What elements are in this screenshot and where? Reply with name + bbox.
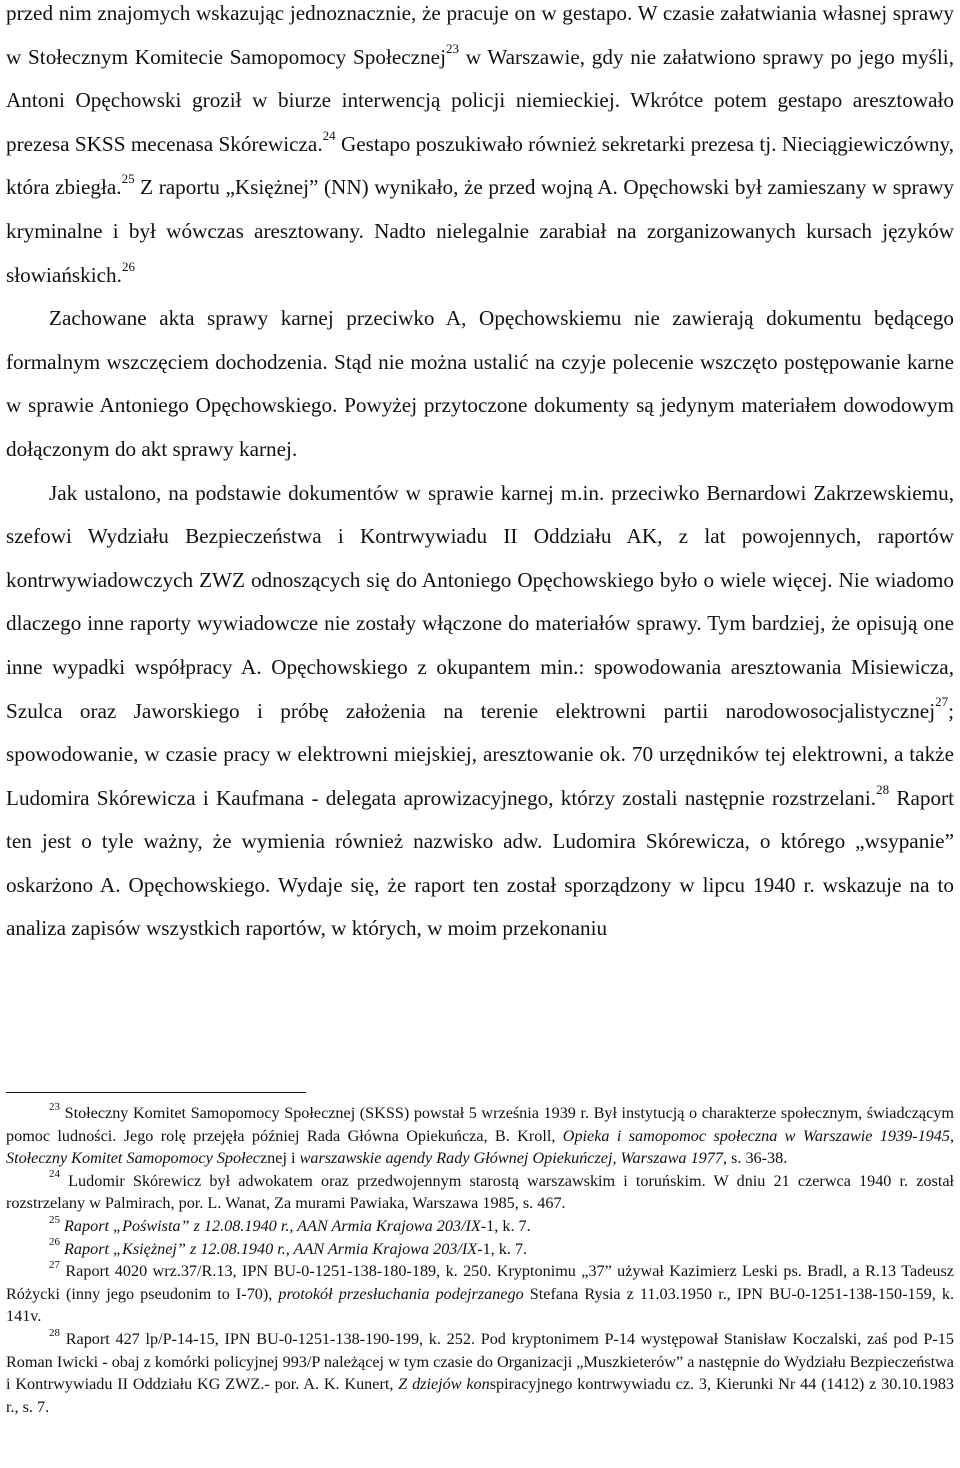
footnote-text: Stołeczny Komitet Samopomocy Społecznej (SKSS) powstał 5 września 1939 r. Był instytucją o charakterze społecznym, świadczącym pomoc ludności. Jego rolę przejęła później Rada Główna Opiekuńcza, B. Kroll,	[6, 1104, 954, 1145]
footnote-title: protokół przesłuchania podejrzanego	[278, 1284, 524, 1303]
text-run: Raport ten jest o tyle ważny, że wymienia również nazwisko adw. Ludomira Skórewicza, o którego „wsypanie” oskarżono A. Opęchowskiego. Wydaje się, że raport ten został sporządzony w lipcu 1940 r. wskazuje na to analiza zapisów wszystkich raportów, w których, w moim przekonaniu	[6, 785, 954, 941]
footnote-ref-25[interactable]: 25	[121, 171, 135, 187]
footnote-number: 27	[49, 1258, 60, 1271]
footnote-text: , s. 36-38.	[722, 1149, 788, 1168]
main-text	[6, 0, 954, 951]
footnote-text: Raport 427 lp/P-14-15, IPN BU-0-1251-138-190-199, k. 252. Pod kryptonimem P-14 występował Stanisław Koczalski, zaś pod P-15 Roman Iwicki - obaj z komórki policyjnej 993/P należącej w tym czasie do Organizacji „Muszkieterów” a następnie do Wydziału Bezpieczeństwa i Kontrwywiadu II Oddziału KG ZWZ.- por. A. K. Kunert,	[6, 1329, 954, 1394]
footnote-title: Z dziejów kon	[398, 1375, 490, 1394]
footnote-number: 23	[49, 1100, 60, 1113]
footnote-title: Raport „Księżnej” z 12.08.1940 r., AAN Armia Krajowa 203/IX	[64, 1239, 478, 1258]
text-run: przed nim znajomych wskazując jednoznacznie, że pracuje on w gestapo. W czasie załatwiania własnej sprawy w Stołecznym Komitecie Samopomocy Społecznej	[6, 1, 954, 69]
footnote-text: spiracyjnego kontrwywiadu cz. 3, Kierunki Nr 44 (1412) z 30.10.1983 r., s. 7.	[6, 1375, 955, 1416]
paragraph-2: Zachowane akta sprawy karnej przeciwko A, Opęchowskiemu nie zawierają dokumentu będącego formalnym wszczęciem dochodzenia. Stąd nie można ustalić na czyje polecenie wszczęto postępowanie karne w sprawie Antoniego Opęchowskiego. Powyżej przytoczone dokumenty są jedynym materiałem dowodowym dołączonym do akt sprawy karnej.	[6, 306, 954, 461]
footnote-separator	[6, 1092, 306, 1093]
footnote-text: Ludomir Skórewicz był adwokatem oraz przedwojennym starostą warszawskim i toruńskim. W dniu 21 czerwca 1940 r. został rozstrzelany w Palmirach, por. L. Wanat, Za murami Pawiaka, Warszawa 1985, s. 467.	[6, 1171, 954, 1213]
footnote-title: warszawskie agendy Rady Głównej Opiekuńczej, Warszawa 1977	[299, 1149, 723, 1168]
footnote-text: -1, k. 7.	[477, 1239, 528, 1258]
footnote-number: 26	[49, 1236, 60, 1249]
text-run: Jak ustalono, na podstawie dokumentów w sprawie karnej m.in. przeciwko Bernardowi Zakrzewskiemu, szefowi Wydziału Bezpieczeństwa i Kontrwywiadu II Oddziału AK, z lat powojennych, raportów kontrwywiadowczych ZWZ odnoszących się do Antoniego Opęchowskiego było o wiele więcej. Nie wiadomo dlaczego inne raporty wywiadowcze nie zostały włączone do materiałów sprawy. Tym bardziej, że opisują one inne wypadki współpracy A. Opęchowskiego z okupantem min.: spowodowania aresztowania Misiewicza, Szulca oraz Jaworskiego i próbę założenia na terenie elektrowni partii narodowosocjalistycznej	[6, 480, 954, 723]
footnote-text: Raport 4020 wrz.37/R.13, IPN BU-0-1251-138-180-189, k. 250. Kryptonimu „37” używał Kazimierz Leski ps. Bradl, a R.13 Tadeusz Różycki (inny jego pseudonim to I-70),	[6, 1262, 954, 1303]
footnote-text: Stefana Rysia z 11.03.1950 r., IPN BU-0-1251-138-150-159, k. 141v.	[6, 1284, 954, 1326]
footnote-ref-23[interactable]: 23	[445, 40, 459, 56]
text-run: Gestapo poszukiwało również sekretarki prezesa tj. Nieciągiewiczówny, która zbiegła.	[6, 131, 954, 200]
footnote-title: Raport „Pośwista” z 12.08.1940 r., AAN Armia Krajowa 203/IX	[64, 1216, 481, 1235]
footnote-text: znej i	[260, 1149, 300, 1168]
footnote-number: 25	[49, 1213, 60, 1226]
footnote-23	[6, 1102, 954, 1170]
footnote-title: Opieka i samopomoc społeczna w Warszawie 1939-1945, Stołeczny Komitet Samopomocy Społec	[6, 1126, 954, 1168]
footnote-27	[6, 1260, 954, 1328]
footnote-24	[6, 1170, 954, 1215]
footnote-ref-27[interactable]: 27	[935, 694, 949, 710]
footnote-text: -1, k. 7.	[480, 1216, 531, 1235]
footnotes	[6, 1102, 954, 1418]
footnote-28	[6, 1328, 954, 1418]
footnote-ref-28[interactable]: 28	[876, 781, 890, 797]
footnote-number: 28	[49, 1326, 60, 1339]
paragraph-3	[6, 472, 954, 952]
paragraph-1	[6, 0, 954, 297]
text-run: Z raportu „Księżnej” (NN) wynikało, że przed wojną A. Opęchowski był zamieszany w sprawy kryminalne i był wówczas aresztowany. Nadto nielegalnie zarabiał na zorganizowanych kursach języków słowiańskich.	[6, 175, 954, 287]
footnote-number: 24	[49, 1168, 60, 1181]
footnote-ref-26[interactable]: 26	[121, 258, 135, 274]
footnote-26	[6, 1238, 954, 1261]
text-run: w Warszawie, gdy nie załatwiono sprawy po jego myśli, Antoni Opęchowski groził w biurze interwencją policji niemieckiej. Wkrótce potem gestapo aresztowało prezesa SKSS mecenasa Skórewicza.	[6, 44, 954, 156]
footnote-25	[6, 1215, 954, 1238]
text-run: ; spowodowanie, w czasie pracy w elektrowni miejskiej, aresztowanie ok. 70 urzędników tej elektrowni, a także Ludomira Skórewicza i Kaufmana - delegata aprowizacyjnego, którzy zostali następnie rozstrzelani.	[6, 698, 954, 810]
footnote-ref-24[interactable]: 24	[322, 127, 336, 143]
